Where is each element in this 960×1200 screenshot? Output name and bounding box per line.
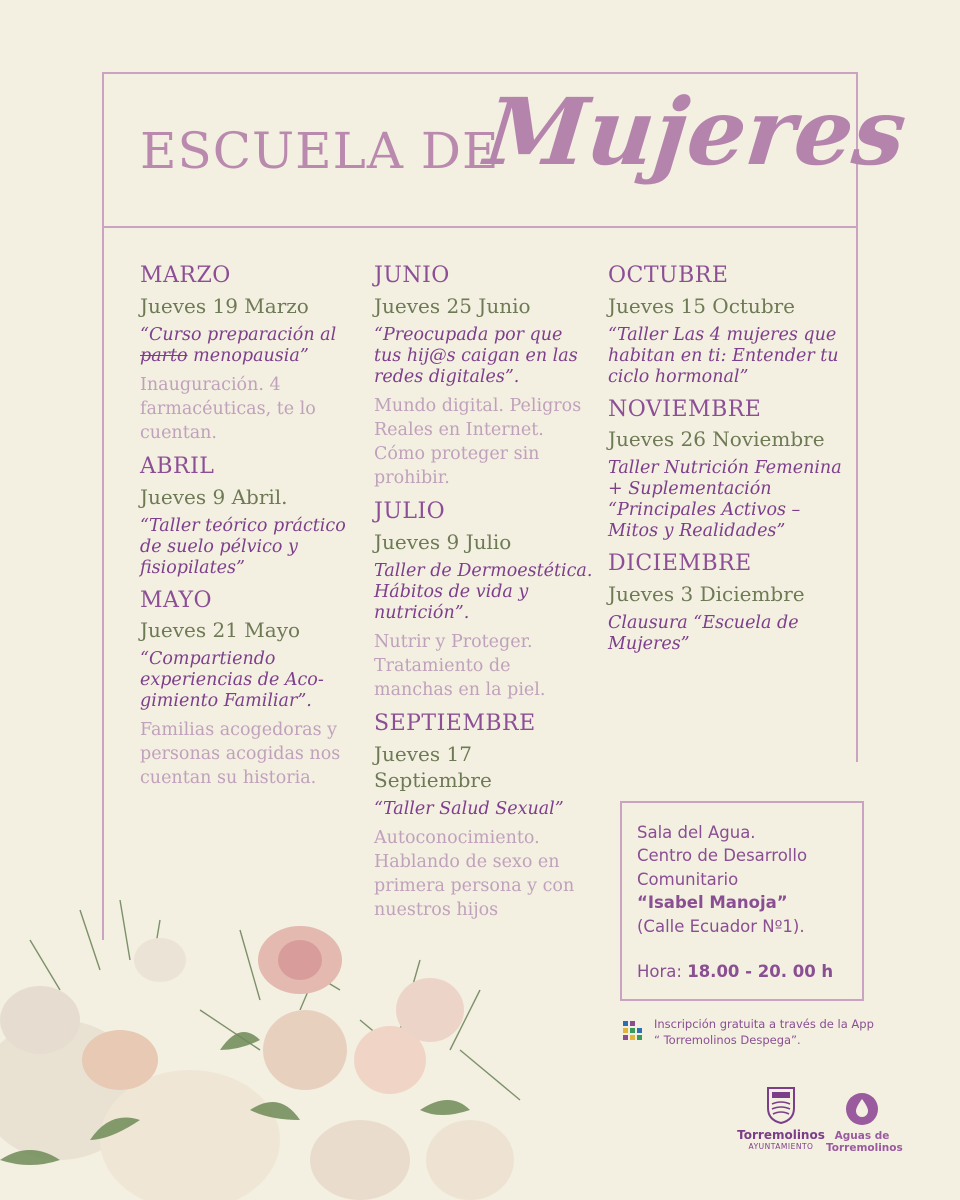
event-title: Taller de Dermoestética. Hábitos de vida y nutrición”. (374, 560, 593, 623)
venue-info-box (620, 801, 864, 1001)
registration-note: Inscripción gratuita a través de la App “ Torremolinos Despega”. (654, 1017, 874, 1048)
month-heading: JUNIO (374, 263, 450, 288)
event-title: “Preocupada por que tus hij@s caigan en las redes digitales”. (374, 324, 578, 387)
month-heading: JULIO (374, 499, 446, 525)
torremolinos-name: Torremolinos (737, 1128, 825, 1142)
event-date: Jueves 17 Septiembre (374, 741, 492, 792)
schedule-column-2 (374, 262, 594, 922)
title-mujeres: Mujeres (480, 78, 912, 186)
event-description: Autoconocimiento. Hablando de sexo en primera persona y con nuestros hijos (374, 827, 575, 921)
event-description: Mundo digital. Peligros Reales en Internet. Cómo proteger sin prohibir. (374, 395, 582, 489)
event-description: Familias acogedoras y personas acogidas nos cuentan su historia. (140, 720, 341, 789)
app-qr-icon (622, 1020, 646, 1044)
month-heading: DICIEMBRE (608, 551, 752, 577)
torremolinos-sub: AYUNTAMIENTO (748, 1142, 814, 1151)
event-description: Inauguración. 4 farmacéuticas, te lo cuentan. (140, 374, 316, 443)
venue-line: Sala del Agua. (637, 823, 756, 842)
aguas-name-line1: Aguas de (834, 1130, 890, 1142)
venue-line: Comunitario (637, 869, 739, 889)
frame-line-right (856, 226, 858, 762)
event-title: Clausura “Escuela de Mujeres” (608, 612, 799, 654)
title-escuela-de: ESCUELA DE (140, 122, 500, 180)
event-title: Taller Nutrición Femenina + Suplementación “Principales Activos – Mitos y Realidades” (608, 458, 842, 542)
event-date: Jueves 15 Octubre (608, 293, 796, 318)
schedule-column-1 (140, 262, 360, 791)
month-heading: MAYO (140, 587, 213, 613)
hours-label: Hora: (637, 962, 682, 982)
torremolinos-logo (736, 1086, 826, 1151)
frame-line-left (102, 226, 104, 940)
event-title-part: “Curso preparación al (140, 324, 337, 345)
venue-hours (637, 960, 862, 983)
event-date: Jueves 25 Junio (374, 293, 531, 318)
venue-line: Centro de Desarrollo (637, 846, 808, 866)
month-heading: OCTUBRE (608, 263, 729, 288)
event-date: Jueves 26 Noviembre (608, 427, 825, 452)
water-drop-icon (842, 1090, 882, 1126)
event-title: “Taller Las 4 mujeres que habitan en ti: Entender tu ciclo hormonal” (608, 324, 839, 387)
hours-value: 18.00 - 20. 00 h (687, 962, 834, 982)
month-heading: SEPTIEMBRE (374, 711, 536, 737)
schedule-column-3 (608, 262, 848, 655)
aguas-name-line2: Torremolinos (826, 1142, 903, 1155)
event-date: Jueves 9 Julio (374, 529, 512, 554)
venue-name: “Isabel Manoja” (637, 893, 788, 913)
event-title-part: menopausia” (187, 345, 309, 366)
decorative-roses-illustration (0, 900, 560, 1200)
event-title: “Taller teórico práctico de suelo pélvico y fisiopilates” (140, 515, 346, 578)
month-heading: NOVIEMBRE (608, 396, 762, 422)
venue-address: (Calle Ecuador Nº1). (637, 916, 805, 936)
event-title-struck-word: parto (140, 345, 188, 366)
event-title: “Taller Salud Sexual” (374, 798, 564, 819)
aguas-logo (826, 1090, 903, 1155)
month-heading: MARZO (140, 263, 231, 288)
town-crest-icon (766, 1086, 796, 1124)
event-title: “Compartiendo experiencias de Aco-gimiento Familiar”. (140, 649, 324, 712)
month-heading: ABRIL (140, 454, 215, 480)
event-date: Jueves 3 Diciembre (608, 581, 805, 606)
event-date: Jueves 21 Mayo (140, 618, 301, 643)
event-date: Jueves 19 Marzo (140, 293, 309, 318)
event-date: Jueves 9 Abril. (140, 484, 288, 509)
event-description: Nutrir y Proteger. Tratamiento de manchas en la piel. (374, 631, 546, 701)
event-title (140, 325, 360, 367)
